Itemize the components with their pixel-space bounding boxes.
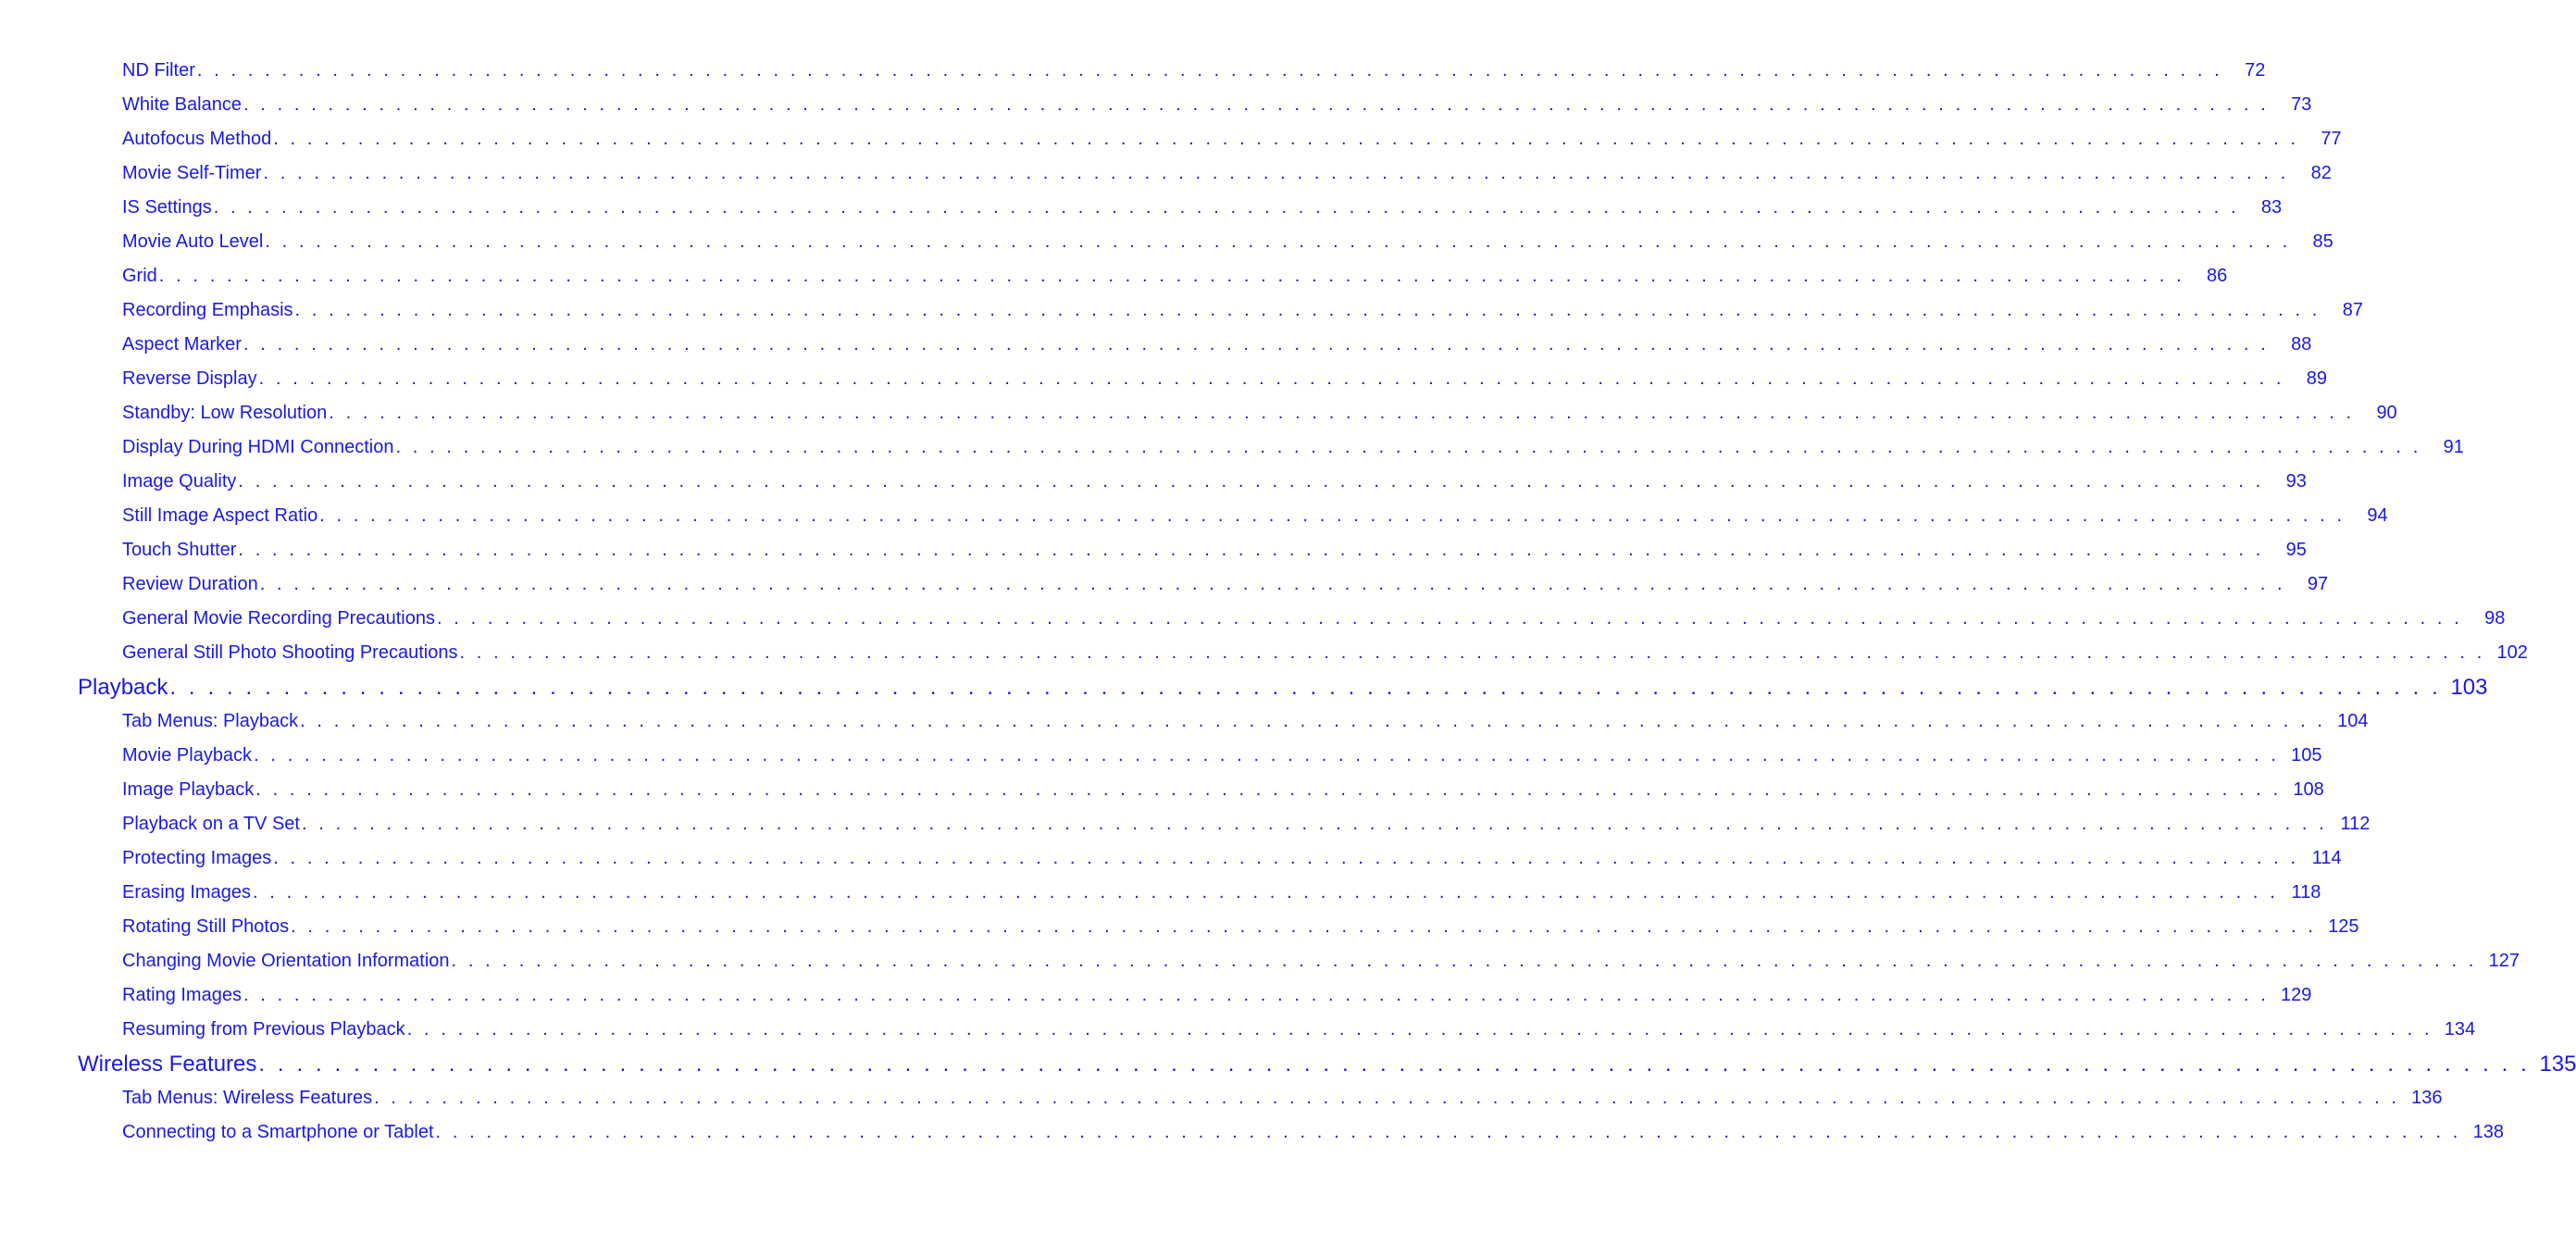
dot-leader: . . . . . . . . . . . . . . . . . . . . . . . . . . . . . . . . . . . . . . . . . . . . . . . . . . . . . . . . . . . . . . . . . . . . . . . . . . . . . . . . . . . . . . . . . . . . . . . . . . . . . . . . . . . . . . . . . . . . . . . . [243,985,2270,1005]
toc-entry-link[interactable] [122,739,2322,773]
dot-leader: . . . . . . . . . . . . . . . . . . . . . . . . . . . . . . . . . . . . . . . . . . . . . . . . . . . . . . . . . . . . . . . . . . . . . . . . . . . . . . . . . . . . . . . . . . . . . . . . . . . . . . . . . . . . . . . . . . . . . . . . [406,1019,2433,1040]
toc-page-number: 98 [2484,608,2506,629]
toc-page-number: 91 [2443,437,2464,457]
toc-entry-link[interactable] [122,533,2307,567]
toc-page-number: 73 [2291,94,2312,115]
toc-section-link[interactable] [78,1047,2576,1081]
toc-entry-title: Display During HDMI Connection [122,437,394,457]
toc-entry-title: General Still Photo Shooting Precautions [122,642,458,663]
toc-page-number: 90 [2376,403,2397,423]
toc-entry-link[interactable] [122,841,2342,876]
dot-leader: . . . . . . . . . . . . . . . . . . . . . . . . . . . . . . . . . . . . . . . . . . . . . . . . . . . . . . . . . . . . . . . . . . . . . . . . . . . . . . . . . . . . . . . . . . . . . . . . . . . . . . . . . . . . . . . . . . . . . . . . [273,129,2299,149]
toc-entry-link[interactable] [122,293,2363,328]
dot-leader: . . . . . . . . . . . . . . . . . . . . . . . . . . . . . . . . . . . . . . . . . . . . . . . . . . . . . . . . . . . . . . . . . . . . . . . . . . . . . . . . . . . . . . . . . . . . . . . . . . . . . . . . . . . . . . . . . . . . . . . . [300,711,2326,731]
toc-entry-title: Wireless Features [78,1052,257,1077]
toc-page-number: 105 [2291,745,2322,766]
toc-entry-title: Movie Playback [122,745,253,766]
toc-section-link[interactable] [78,670,2488,704]
toc-entry-link[interactable] [122,773,2324,807]
toc-entry-link[interactable] [122,944,2520,978]
dot-leader: . . . . . . . . . . . . . . . . . . . . . . . . . . . . . . . . . . . . . . . . . . . . . . . . . . . . . . . . . . . . . . . . . . . . . . . . . . . . . . . . . . . . . . . . . . . . . . . . . . . . . . . . . . . . . . . . . . . . . . . . [265,231,2291,252]
dot-leader: . . . . . . . . . . . . . . . . . . . . . . . . . . . . . . . . . . . . . . . . . . . . . . . . . . . . . . . . . . . . . . . . . . . . . . . . . . . . . . . . . . . . . . . . . . . . . . . . . . . . . . . . . . . . . . . . . . . . . . . . [263,163,2289,183]
toc-entry-link[interactable] [122,465,2307,499]
toc-page-number: 134 [2444,1019,2476,1040]
toc-entry-title: Autofocus Method [122,129,272,149]
toc-page-number: 129 [2281,985,2312,1005]
toc-entry-link[interactable] [122,602,2506,636]
toc-entry-title: Image Playback [122,779,255,800]
dot-leader: . . . . . . . . . . . . . . . . . . . . . . . . . . . . . . . . . . . . . . . . . . . . . . . . . . . . . . . . . . . . . . . . . . . . . . . . . . . . . . . . . . . . . . . . . . . . . . . . . . . . . . . . . . . . . . . . . . . . . . . . [259,574,2286,594]
toc-entry-title: Reverse Display [122,368,257,389]
dot-leader: . . . . . . . . . . . . . . . . . . . . . . . . . . . . . . . . . . . . . . . . . . . . . . . . . . . . . . . . . . . . . . . . . . . . . . . . . . . . . . . . . . . . . . . . . . . . . . . . . . . . . . . . . . . . . . . . . . . . . . . . [243,94,2270,115]
dot-leader: . . . . . . . . . . . . . . . . . . . . . . . . . . . . . . . . . . . . . . . . . . . . . . . . . . . . . . . . . . . . . . . . . . . . . . . . . . . . . . . . . . . . . . . . . . . . . . . . . . . . . . . . . . . . . . . . . . . . . . . . [395,437,2421,457]
toc-entry-title: Still Image Aspect Ratio [122,505,318,526]
dot-leader: . . . . . . . . . . . . . . . . . . . . . . . . . . . . . . . . . . . . . . . . . . . . . . . . . . . . . . . . . . . . . . . . . . . . . . . . . . . . . . . . . . . . . . . . . . . . . . . . . . . . . . . . . . . . . . . . . . . . . . . . [238,471,2264,492]
toc-entry-title: Touch Shutter [122,540,237,560]
toc-entry-link[interactable] [122,362,2328,396]
toc-entry-link[interactable] [122,396,2397,430]
dot-leader: . . . . . . . . . . . . . . . . . . . . . . . . . . . . . . . . . . . . . . . . . . . . . . . . . . . . . . . . . . . . . . . . . . . . . . . . . . . . . . . . . . . . . . . . . . . . . . . . . . . . . . . . . . . . . . . . . . . . . . . . [254,745,2280,766]
toc-page-number: 108 [2293,779,2324,800]
toc-page-number: 135 [2539,1052,2576,1077]
toc-page-number: 102 [2496,642,2528,663]
toc-page-number: 97 [2307,574,2329,594]
dot-leader: . . . . . . . . . . . . . . . . . . . . . . . . . . . . . . . . . . . . . . . . . . . . . . . . . . . . . . . . . . . . . . . . . . . . . . . . . . . . . . . . . . . . . . . . . . . . . . . . . . . . . . . . . . . . . . . . . . . . . . . . [273,848,2299,868]
toc-entry-link[interactable] [122,191,2283,225]
toc-page-number: 88 [2291,334,2312,355]
toc-entry-link[interactable] [122,156,2332,191]
toc-entry-link[interactable] [122,259,2228,293]
toc-entry-link[interactable] [122,54,2266,88]
toc-entry-link[interactable] [122,1115,2504,1150]
dot-leader: . . . . . . . . . . . . . . . . . . . . . . . . . . . . . . . . . . . . . . . . . . . . . . . . . . . . . . . . . . . . . . . . . . . . . . . . . . . . . . . . . . . . . . . . . . . . . . . . . . . . . . . . . . . . . . . . . . . . . . . . [258,368,2285,389]
toc-page-number: 93 [2285,471,2307,492]
toc-entry-link[interactable] [122,225,2333,259]
toc-page-number: 136 [2411,1088,2443,1108]
toc-page-number: 103 [2450,675,2488,700]
toc-entry-link[interactable] [122,636,2528,670]
toc-entry-link[interactable] [122,807,2371,841]
toc-page-number: 94 [2367,505,2388,526]
toc-entry-title: ND Filter [122,60,195,81]
dot-leader: . . . . . . . . . . . . . . . . . . . . . . . . . . . . . . . . . . . . . . . . . . . . . . . . . . . . . . . . . . . . . . . . . . . . . . . . . . . . . . . . . . . . . . . . . . . . . . . . . . . . . . . . . . . . . . . . . . . . . . . . [329,403,2355,423]
toc-entry-title: Tab Menus: Wireless Features [122,1088,373,1108]
toc-entry-link[interactable] [122,910,2359,944]
toc-page-number: 77 [2321,129,2342,149]
toc-entry-link[interactable] [122,1013,2476,1047]
toc-page-number: 138 [2472,1122,2504,1142]
toc-entry-link[interactable] [122,122,2342,156]
toc-page-number: 95 [2285,540,2307,560]
dot-leader: . . . . . . . . . . . . . . . . . . . . . . . . . . . . . . . . . . . . . . . . . . . . . . . . . . . . . . . . . . . . . . . . . . . . . . . . . . . . . . . . . . . . . . . . . . . . . . . . . . . . . . . . . . . . . . . . . . . . . . . . [243,334,2270,355]
toc-entry-title: Standby: Low Resolution [122,403,328,423]
dot-leader: . . . . . . . . . . . . . . . . . . . . . . . . . . . . . . . . . . . . . . . . . . . . . . . . . . . . . . . . . . . . . . . . . . . . . . . . . . . . . . . . . . . . . . . . . . . . . . . . . . . . . . . . . . . . . . . . . . . . . . . . [451,951,2477,971]
dot-leader: . . . . . . . . . . . . . . . . . . . . . . . . . . . . . . . . . . . . . . . . . . . . . . . . . . . . . . . . . . . . . . . . . . . . . . . . . . . . . . . . . . . . . . . . . . . . . . . . . . . . . . . . . . . . . . . . . . . . . . . . [169,675,2442,700]
toc-entry-title: Grid [122,266,157,286]
toc-entry-title: Review Duration [122,574,258,594]
toc-entry-title: Recording Emphasis [122,300,293,320]
toc-entry-title: Changing Movie Orientation Information [122,951,450,971]
toc-entry-link[interactable] [122,1081,2443,1115]
toc-page-number: 114 [2311,848,2342,868]
dot-leader: . . . . . . . . . . . . . . . . . . . . . . . . . . . . . . . . . . . . . . . . . . . . . . . . . . . . . . . . . . . . . . . . . . . . . . . . . . . . . . . . . . . . . . . . . . . . . . . . . . . . . . . . . . . . . . . . . . . . . . . . [213,197,2240,218]
toc-entry-link[interactable] [122,88,2312,122]
dot-leader: . . . . . . . . . . . . . . . . . . . . . . . . . . . . . . . . . . . . . . . . . . . . . . . . . . . . . . . . . . . . . . . . . . . . . . . . . . . . . . . . . . . . . . . . . . . . . . . . . . . . . . . . . . . . . . . . . . . . . . . . [301,814,2328,834]
toc-entry-link[interactable] [122,876,2321,910]
dot-leader: . . . . . . . . . . . . . . . . . . . . . . . . . . . . . . . . . . . . . . . . . . . . . . . . . . . . . . . . . . . . . . . . . . . . . . . . . . . . . . . . . . . . . . . . . . . . . . . . . . . . . . . . . . . . . . . . . . . . . . . . [459,642,2485,663]
toc-entry-title: Rating Images [122,985,242,1005]
toc-entry-link[interactable] [122,499,2388,533]
table-of-contents [0,54,2576,1150]
dot-leader: . . . . . . . . . . . . . . . . . . . . . . . . . . . . . . . . . . . . . . . . . . . . . . . . . . . . . . . . . . . . . . . . . . . . . . . . . . . . . . . . . . . . . . . . . . . . . . . . . . . . . . . . . . . . . . . . . . . . . . . . [252,882,2279,903]
toc-entry-title: Tab Menus: Playback [122,711,299,731]
toc-entry-title: Protecting Images [122,848,272,868]
dot-leader: . . . . . . . . . . . . . . . . . . . . . . . . . . . . . . . . . . . . . . . . . . . . . . . . . . . . . . . . . . . . . . . . . . . . . . . . . . . . . . . . . . . . . . . . . . . . . . . . . . . . . . . . . . . . . . . . . . . . . . . . [258,1052,2531,1077]
toc-entry-title: Movie Auto Level [122,231,264,252]
dot-leader: . . . . . . . . . . . . . . . . . . . . . . . . . . . . . . . . . . . . . . . . . . . . . . . . . . . . . . . . . . . . . . . . . . . . . . . . . . . . . . . . . . . . . . . . . . . . . . . . . . . . . . . . . . . . . . . . . . . . . . . . [196,60,2223,81]
dot-leader: . . . . . . . . . . . . . . . . . . . . . . . . . . . . . . . . . . . . . . . . . . . . . . . . . . . . . . . . . . . . . . . . . . . . . . . . . . . . . . . . . . . . . . . . . . . . . . . . . . . . . . . . . . . . . . . . . . . . . . . . [294,300,2321,320]
toc-entry-title: Playback [78,675,168,700]
dot-leader: . . . . . . . . . . . . . . . . . . . . . . . . . . . . . . . . . . . . . . . . . . . . . . . . . . . . . . . . . . . . . . . . . . . . . . . . . . . . . . . . . . . . . . . . . . . . . . . . . . . . . . . . . . . . . . . . . . . . . . . . [436,608,2463,629]
toc-entry-title: Rotating Still Photos [122,916,290,937]
dot-leader: . . . . . . . . . . . . . . . . . . . . . . . . . . . . . . . . . . . . . . . . . . . . . . . . . . . . . . . . . . . . . . . . . . . . . . . . . . . . . . . . . . . . . . . . . . . . . . . . . . . . . . . . . . . . . . . . . . . . . . . . [435,1122,2461,1142]
dot-leader: . . . . . . . . . . . . . . . . . . . . . . . . . . . . . . . . . . . . . . . . . . . . . . . . . . . . . . . . . . . . . . . . . . . . . . . . . . . . . . . . . . . . . . . . . . . . . . . . . . . . . . . . . . . . . . . . . . . . . . . . [158,266,2185,286]
toc-page-number: 82 [2310,163,2332,183]
dot-leader: . . . . . . . . . . . . . . . . . . . . . . . . . . . . . . . . . . . . . . . . . . . . . . . . . . . . . . . . . . . . . . . . . . . . . . . . . . . . . . . . . . . . . . . . . . . . . . . . . . . . . . . . . . . . . . . . . . . . . . . . [255,779,2282,800]
toc-entry-title: White Balance [122,94,242,115]
toc-entry-title: Image Quality [122,471,237,492]
toc-entry-link[interactable] [122,704,2369,739]
toc-entry-title: Resuming from Previous Playback [122,1019,405,1040]
toc-entry-title: Movie Self-Timer [122,163,262,183]
dot-leader: . . . . . . . . . . . . . . . . . . . . . . . . . . . . . . . . . . . . . . . . . . . . . . . . . . . . . . . . . . . . . . . . . . . . . . . . . . . . . . . . . . . . . . . . . . . . . . . . . . . . . . . . . . . . . . . . . . . . . . . . [238,540,2264,560]
toc-entry-title: Connecting to a Smartphone or Tablet [122,1122,434,1142]
toc-entry-link[interactable] [122,567,2329,602]
toc-page-number: 87 [2342,300,2363,320]
toc-page-number: 127 [2488,951,2520,971]
toc-page-number: 112 [2340,814,2371,834]
toc-entry-link[interactable] [122,978,2312,1013]
dot-leader: . . . . . . . . . . . . . . . . . . . . . . . . . . . . . . . . . . . . . . . . . . . . . . . . . . . . . . . . . . . . . . . . . . . . . . . . . . . . . . . . . . . . . . . . . . . . . . . . . . . . . . . . . . . . . . . . . . . . . . . . [319,505,2346,526]
dot-leader: . . . . . . . . . . . . . . . . . . . . . . . . . . . . . . . . . . . . . . . . . . . . . . . . . . . . . . . . . . . . . . . . . . . . . . . . . . . . . . . . . . . . . . . . . . . . . . . . . . . . . . . . . . . . . . . . . . . . . . . . [291,916,2317,937]
dot-leader: . . . . . . . . . . . . . . . . . . . . . . . . . . . . . . . . . . . . . . . . . . . . . . . . . . . . . . . . . . . . . . . . . . . . . . . . . . . . . . . . . . . . . . . . . . . . . . . . . . . . . . . . . . . . . . . . . . . . . . . . [374,1088,2400,1108]
toc-page-number: 72 [2245,60,2266,81]
toc-page-number: 125 [2328,916,2359,937]
toc-page-number: 85 [2312,231,2333,252]
toc-entry-title: IS Settings [122,197,212,218]
toc-entry-link[interactable] [122,328,2312,362]
toc-entry-link[interactable] [122,430,2464,465]
toc-entry-title: Erasing Images [122,882,251,903]
toc-entry-title: Playback on a TV Set [122,814,300,834]
toc-page-number: 104 [2337,711,2369,731]
toc-page-number: 83 [2260,197,2283,218]
toc-page-number: 86 [2206,266,2228,286]
toc-page-number: 89 [2306,368,2328,389]
toc-entry-title: General Movie Recording Precautions [122,608,435,629]
toc-page-number: 118 [2291,882,2321,903]
toc-entry-title: Aspect Marker [122,334,242,355]
